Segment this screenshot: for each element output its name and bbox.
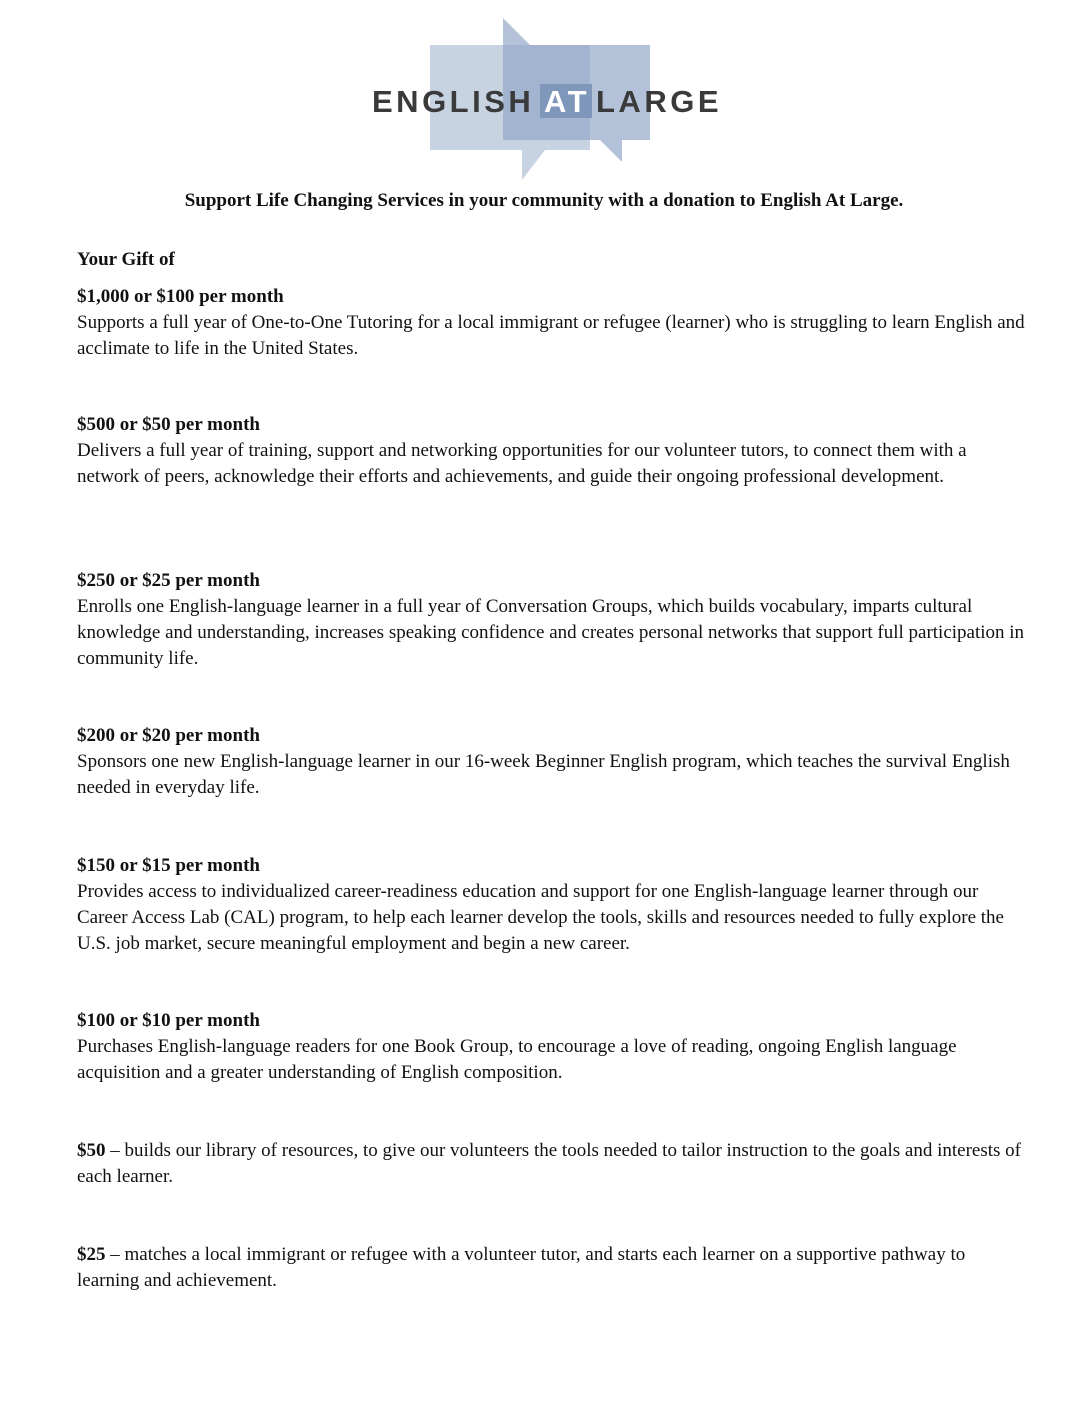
logo-text-at: AT xyxy=(544,84,591,119)
tier-description: Delivers a full year of training, support and networking opportunities for our volunteer tutors, to connect them with a network of peers, acknowledge their efforts and achievements, and guide their ongoing professional development. xyxy=(77,440,967,487)
gift-label: Your Gift of xyxy=(77,249,175,270)
small-tier-amount: $25 xyxy=(77,1244,106,1265)
small-tier-description: – builds our library of resources, to give our volunteers the tools needed to tailor instruction to the goals and interests of each learner. xyxy=(77,1140,1021,1187)
small-tier-description: – matches a local immigrant or refugee with a volunteer tutor, and starts each learner on a supportive pathway to learning and achievement. xyxy=(77,1244,966,1291)
tier-description: Purchases English-language readers for one Book Group, to encourage a love of reading, ongoing English language acquisition and a greater understanding of English composition. xyxy=(77,1036,957,1083)
small-tier-text xyxy=(77,1242,1027,1294)
tier-heading: $150 or $15 per month xyxy=(77,855,260,876)
tier-heading: $100 or $10 per month xyxy=(77,1010,260,1031)
small-tier-amount: $50 xyxy=(77,1140,106,1161)
logo-text-large: LARGE xyxy=(596,84,722,119)
logo-graphic xyxy=(0,0,1088,195)
tier-heading: $250 or $25 per month xyxy=(77,570,260,591)
page-tagline: Support Life Changing Services in your community with a donation to English At Large. xyxy=(184,190,904,211)
tier-description: Supports a full year of One-to-One Tutoring for a local immigrant or refugee (learner) who is struggling to learn English and acclimate to life in the United States. xyxy=(77,312,1025,359)
tier-description: Enrolls one English-language learner in a full year of Conversation Groups, which builds vocabulary, imparts cultural knowledge and understanding, increases speaking confidence and creates personal networks that support full participation in community life. xyxy=(77,596,1025,669)
tier-description: Sponsors one new English-language learner in our 16-week Beginner English program, which teaches the survival English needed in everyday life. xyxy=(77,751,1010,798)
gift-tier xyxy=(77,412,1027,490)
tier-heading: $1,000 or $100 per month xyxy=(77,286,284,307)
gift-tier xyxy=(77,568,1027,672)
logo-text-english: ENGLISH xyxy=(372,84,535,119)
gift-tier xyxy=(77,723,1027,801)
gift-tier xyxy=(77,1008,1027,1086)
small-gift-tier xyxy=(77,1138,1027,1190)
english-at-large-logo xyxy=(0,0,1088,195)
tier-heading: $200 or $20 per month xyxy=(77,725,260,746)
tier-heading: $500 or $50 per month xyxy=(77,414,260,435)
gift-tier xyxy=(77,284,1027,362)
small-tier-text xyxy=(77,1138,1027,1190)
tier-description: Provides access to individualized career-readiness education and support for one English-language learner through our Career Access Lab (CAL) program, to help each learner develop the tools, skills and resources needed to fully explore the U.S. job market, secure meaningful employment and begin a new career. xyxy=(77,881,1004,954)
small-gift-tier xyxy=(77,1242,1027,1294)
gift-tier xyxy=(77,853,1027,957)
